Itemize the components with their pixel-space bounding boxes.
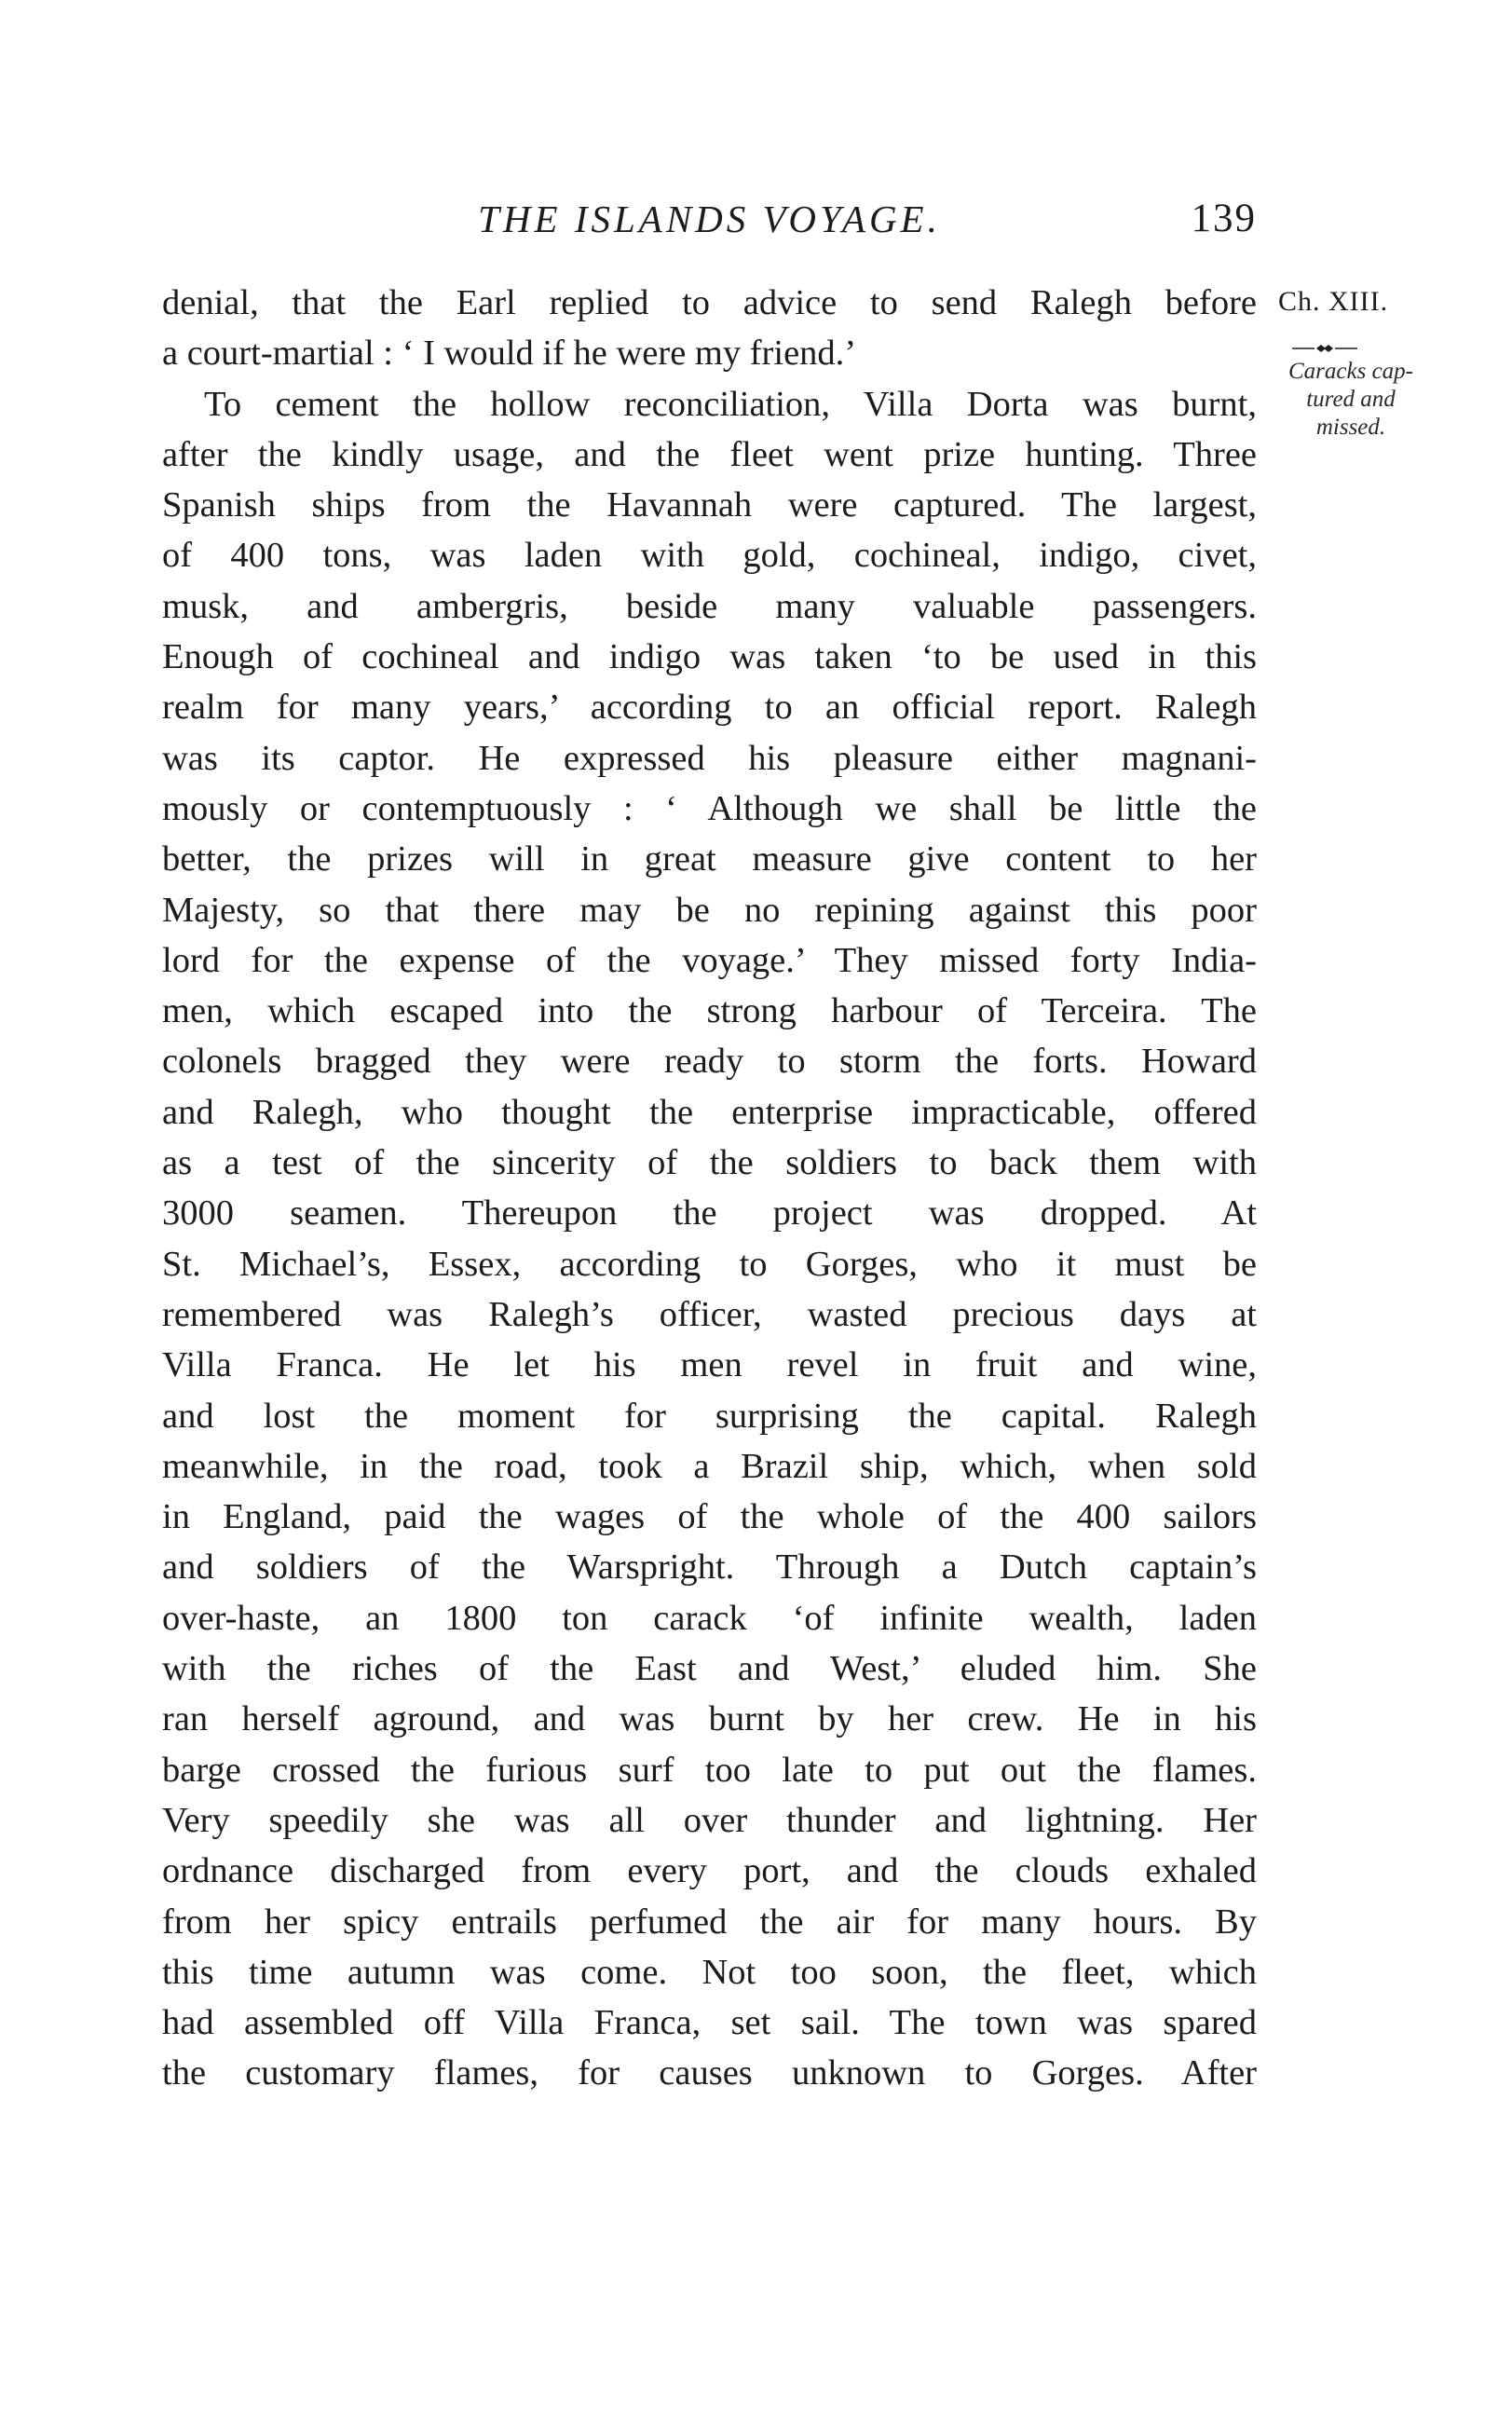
text-line: lord for the expense of the voyage.’ They missed forty India- [162, 940, 1257, 980]
text-line: ordnance discharged from every port, and the clouds exhaled [162, 1851, 1257, 1891]
text-line: barge crossed the furious surf too late to put out the flames. [162, 1750, 1257, 1790]
text-line: Villa Franca. He let his men revel in fruit and wine, [162, 1345, 1257, 1385]
text-line: in England, paid the wages of the whole of the 400 sailors [162, 1497, 1257, 1537]
text-line: with the riches of the East and West,’ eluded him. She [162, 1649, 1257, 1689]
text-line: after the kindly usage, and the fleet went prize hunting. Three [162, 434, 1257, 474]
text-line: Very speedily she was all over thunder and lightning. Her [162, 1800, 1257, 1840]
text-line: St. Michael’s, Essex, according to Gorges, who it must be [162, 1244, 1257, 1284]
text-line: and Ralegh, who thought the enterprise impracticable, offered [162, 1092, 1257, 1132]
text-line: Majesty, so that there may be no repining against this poor [162, 890, 1257, 930]
text-line: the customary flames, for causes unknown to Gorges. After [162, 2053, 1257, 2093]
margin-note-line: Caracks cap- [1288, 359, 1413, 384]
text-line: Enough of cochineal and indigo was taken ‘to be used in this [162, 637, 1257, 677]
margin-note [1267, 358, 1435, 442]
text-line: musk, and ambergris, beside many valuable passengers. [162, 586, 1257, 626]
text-line: men, which escaped into the strong harbour of Terceira. The [162, 991, 1257, 1031]
text-line: from her spicy entrails perfumed the air for many hours. By [162, 1902, 1257, 1942]
text-line: To cement the hollow reconciliation, Villa Dorta was burnt, [204, 384, 1257, 424]
text-line: realm for many years,’ according to an official report. Ralegh [162, 688, 1257, 728]
running-title: THE ISLANDS VOYAGE. [478, 198, 941, 240]
text-line: colonels bragged they were ready to storm the forts. Howard [162, 1042, 1257, 1082]
text-line: better, the prizes will in great measure give content to her [162, 839, 1257, 879]
margin-chapter-label: Ch. XIII. [1278, 286, 1389, 317]
page-number: 139 [1191, 197, 1257, 240]
margin-note-line: missed. [1315, 415, 1386, 440]
text-line: of 400 tons, was laden with gold, cochineal, indigo, civet, [162, 536, 1257, 576]
text-line: meanwhile, in the road, took a Brazil ship, which, when sold [162, 1446, 1257, 1486]
text-line: remembered was Ralegh’s officer, wasted precious days at [162, 1294, 1257, 1334]
text-line: Spanish ships from the Havannah were captured. The largest, [162, 485, 1257, 525]
text-line: had assembled off Villa Franca, set sail. The town was spared [162, 2003, 1257, 2043]
text-line: mously or contemptuously : ‘ Although we shall be little the [162, 788, 1257, 828]
text-line: a court-martial : ‘ I would if he were my friend.’ [162, 334, 857, 374]
text-line: and lost the moment for surprising the capital. Ralegh [162, 1396, 1257, 1436]
text-line: as a test of the sincerity of the soldiers to back them with [162, 1143, 1257, 1183]
text-line: was its captor. He expressed his pleasure either magnani- [162, 738, 1257, 778]
running-head [162, 191, 1257, 247]
ornament-rule-icon [1292, 342, 1357, 355]
body-text [162, 278, 1257, 2099]
text-line: and soldiers of the Warspright. Through a Dutch captain’s [162, 1547, 1257, 1588]
text-line: ran herself aground, and was burnt by her crew. He in his [162, 1699, 1257, 1739]
margin-note-line: tured and [1306, 387, 1396, 412]
text-line: over-haste, an 1800 ton carack ‘of infinite wealth, laden [162, 1598, 1257, 1638]
text-line: 3000 seamen. Thereupon the project was dropped. At [162, 1193, 1257, 1234]
text-line: denial, that the Earl replied to advice to send Ralegh before [162, 283, 1257, 322]
text-line: this time autumn was come. Not too soon, the fleet, which [162, 1952, 1257, 1992]
